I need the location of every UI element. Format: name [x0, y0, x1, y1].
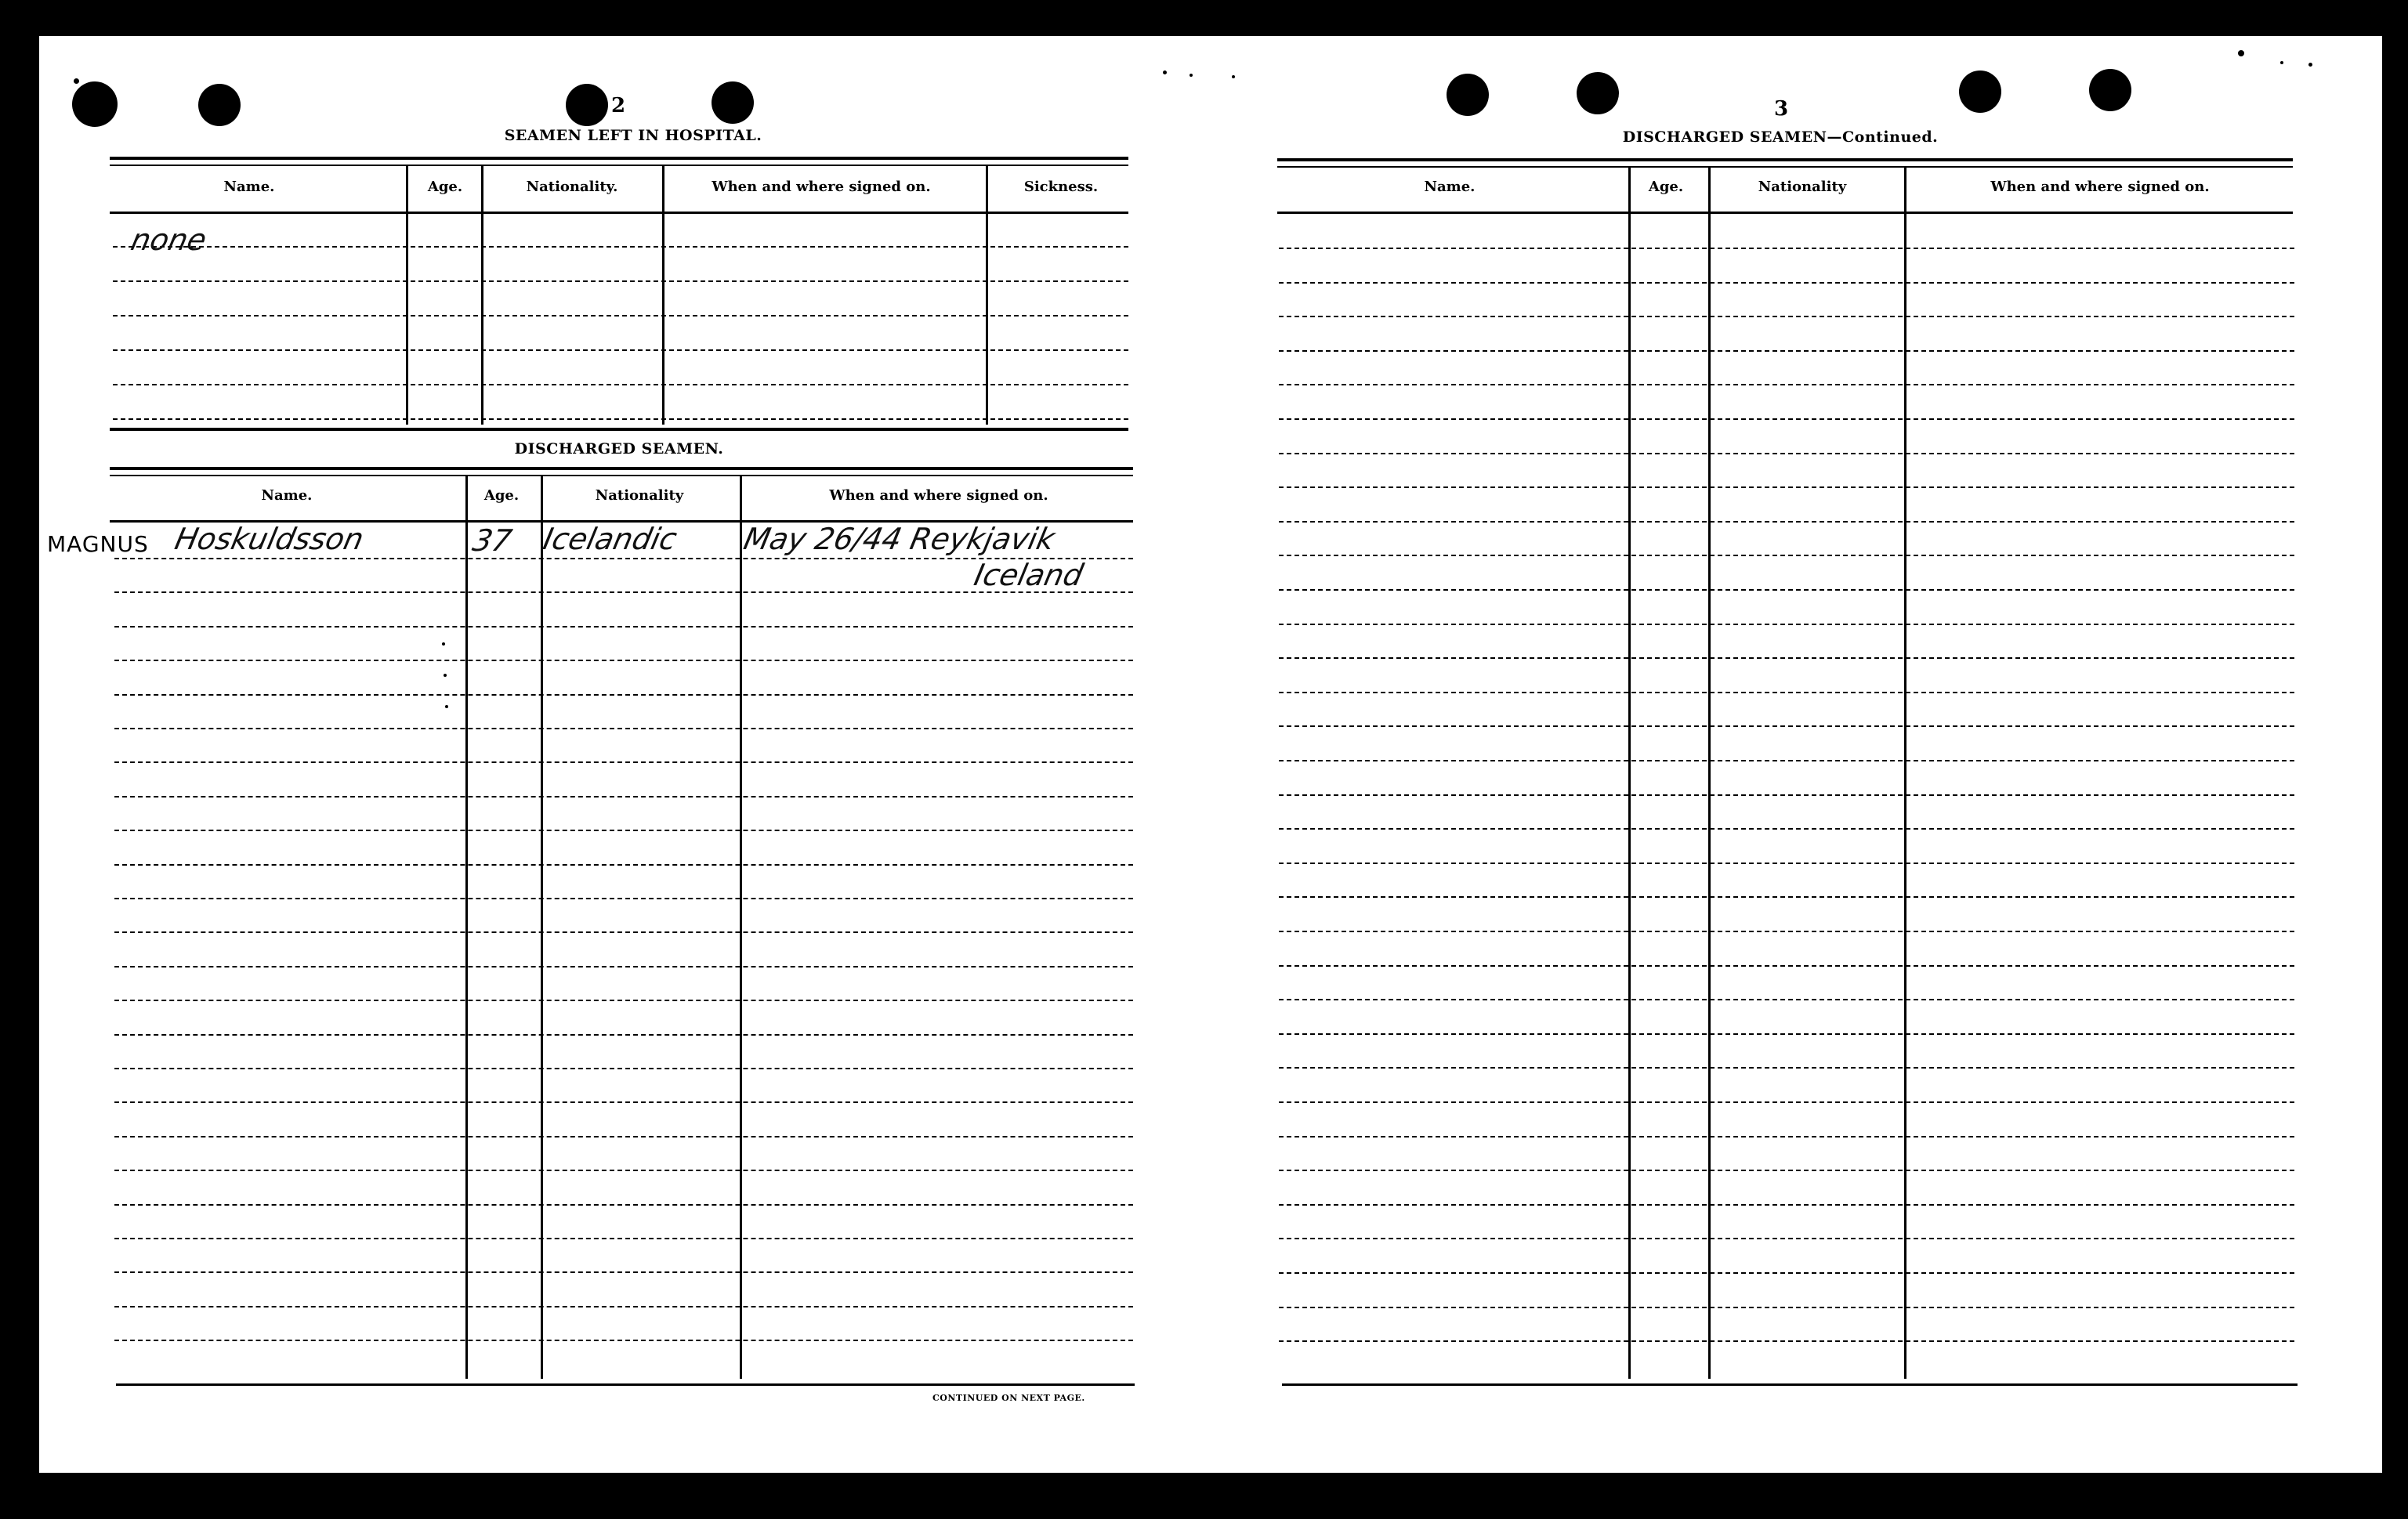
ruled-line: [114, 1034, 1133, 1036]
ruled-line: [114, 898, 1133, 899]
ruled-line: [1279, 555, 2294, 556]
ruled-line: [113, 246, 1128, 248]
ruled-line: [114, 761, 1133, 763]
column-header-name: Name.: [261, 487, 313, 504]
discharged-section-title: DISCHARGED SEAMEN.: [514, 440, 724, 458]
rule: [116, 1383, 1135, 1386]
handwritten-name-prefix: MAGNUS: [47, 531, 149, 557]
ruled-line: [113, 280, 1128, 282]
speck: [1232, 75, 1235, 78]
ruled-line: [114, 931, 1133, 933]
hospital-section-title: SEAMEN LEFT IN HOSPITAL.: [504, 127, 762, 144]
column-header-signed-on: When and where signed on.: [1990, 179, 2210, 195]
column-divider: [986, 166, 988, 425]
handwritten-nationality: Icelandic: [540, 522, 680, 556]
punch-hole: [72, 81, 118, 127]
ruled-line: [1279, 453, 2294, 454]
ruled-line: [114, 1306, 1133, 1307]
handwritten-signed-on-line2: Iceland: [971, 558, 1087, 592]
ruled-line: [1279, 282, 2294, 284]
speck: [442, 642, 445, 646]
ruled-line: [1279, 248, 2294, 249]
ruled-line: [1279, 1101, 2294, 1103]
ruled-line: [1279, 725, 2294, 727]
ruled-line: [114, 1136, 1133, 1137]
ruled-line: [1279, 1136, 2294, 1137]
ruled-line: [1279, 965, 2294, 967]
column-header-age: Age.: [1648, 179, 1684, 195]
ruled-line: [113, 418, 1128, 420]
ruled-line: [114, 626, 1133, 627]
rule: [1277, 166, 2293, 168]
punch-hole: [1577, 72, 1619, 114]
punch-hole: [566, 84, 608, 126]
ruled-line: [1279, 589, 2294, 591]
speck: [2308, 63, 2312, 67]
rule: [1282, 1383, 2298, 1386]
ruled-line: [113, 384, 1128, 385]
column-header-nationality: Nationality.: [526, 179, 618, 195]
column-header-name: Name.: [223, 179, 275, 195]
page-number: 2: [611, 94, 626, 118]
punch-hole: [198, 84, 241, 126]
ruled-line: [1279, 418, 2294, 420]
rule: [110, 428, 1128, 431]
ruled-line: [114, 796, 1133, 797]
ruled-line: [114, 966, 1133, 967]
ruled-line: [114, 1271, 1133, 1273]
rule: [1277, 212, 2293, 214]
ruled-line: [1279, 624, 2294, 625]
ruled-line: [114, 1068, 1133, 1069]
rule: [110, 475, 1133, 476]
handwritten-name: Hoskuldsson: [172, 522, 368, 556]
ruled-line: [1279, 1204, 2294, 1206]
ruled-line: [1279, 794, 2294, 796]
ruled-line: [1279, 999, 2294, 1000]
ruled-line: [114, 864, 1133, 866]
ruled-line: [1279, 1272, 2294, 1274]
ruled-line: [1279, 521, 2294, 523]
column-header-signed-on: When and where signed on.: [712, 179, 931, 195]
handwritten-age: 37: [469, 523, 516, 558]
column-divider: [406, 166, 408, 425]
page-title: DISCHARGED SEAMEN—Continued.: [1622, 128, 1939, 146]
punch-hole: [2089, 69, 2131, 111]
column-divider: [465, 476, 468, 1379]
rule: [110, 165, 1128, 166]
speck: [1190, 74, 1193, 77]
ruled-line: [1279, 931, 2294, 932]
speck: [1163, 71, 1167, 74]
ruled-line: [1279, 828, 2294, 830]
ruled-line: [114, 1000, 1133, 1001]
ruled-line: [1279, 1340, 2294, 1342]
rule: [110, 157, 1128, 160]
handwritten-name: none: [128, 222, 210, 257]
punch-hole: [1447, 74, 1489, 116]
column-divider: [662, 166, 664, 425]
ruled-line: [1279, 896, 2294, 898]
speck: [445, 705, 448, 708]
ruled-line: [1279, 863, 2294, 864]
ruled-line: [1279, 350, 2294, 352]
column-header-age: Age.: [483, 487, 520, 504]
ruled-line: [113, 315, 1128, 316]
ruled-line: [113, 349, 1128, 351]
column-header-sickness: Sickness.: [1023, 179, 1099, 195]
ruled-line: [1279, 1238, 2294, 1239]
column-header-age: Age.: [427, 179, 463, 195]
column-header-nationality: Nationality: [595, 487, 684, 504]
ruled-line: [114, 1170, 1133, 1171]
ruled-line: [114, 728, 1133, 729]
speck: [2238, 50, 2244, 56]
ruled-line: [114, 1340, 1133, 1341]
ruled-line: [1279, 1033, 2294, 1035]
continued-footer: CONTINUED ON NEXT PAGE.: [932, 1393, 1085, 1403]
column-divider: [740, 476, 742, 1379]
ruled-line: [1279, 316, 2294, 317]
column-header-name: Name.: [1424, 179, 1476, 195]
ruled-line: [1279, 384, 2294, 385]
ruled-line: [1279, 760, 2294, 761]
column-divider: [541, 476, 543, 1379]
handwritten-signed-on: May 26/44 Reykjavik: [741, 522, 1059, 556]
column-header-signed-on: When and where signed on.: [829, 487, 1048, 504]
ruled-line: [114, 660, 1133, 661]
ruled-line: [114, 1101, 1133, 1103]
ruled-line: [1279, 657, 2294, 659]
rule: [110, 467, 1133, 470]
column-divider: [481, 166, 483, 425]
speck: [2280, 61, 2283, 64]
ruled-line: [1279, 1170, 2294, 1171]
ruled-line: [1279, 1307, 2294, 1308]
speck: [74, 78, 79, 84]
speck: [444, 674, 447, 677]
punch-hole: [1959, 71, 2001, 113]
ruled-line: [1279, 486, 2294, 488]
column-header-nationality: Nationality: [1758, 179, 1847, 195]
punch-hole: [712, 81, 754, 124]
ruled-line: [114, 1204, 1133, 1206]
ruled-line: [1279, 1067, 2294, 1069]
ruled-line: [1279, 692, 2294, 693]
ruled-line: [114, 830, 1133, 831]
rule: [1277, 158, 2293, 161]
ruled-line: [114, 694, 1133, 696]
rule: [110, 212, 1128, 214]
page-number: 3: [1774, 97, 1789, 121]
ruled-line: [114, 1238, 1133, 1239]
form-sheet: [39, 36, 2382, 1473]
